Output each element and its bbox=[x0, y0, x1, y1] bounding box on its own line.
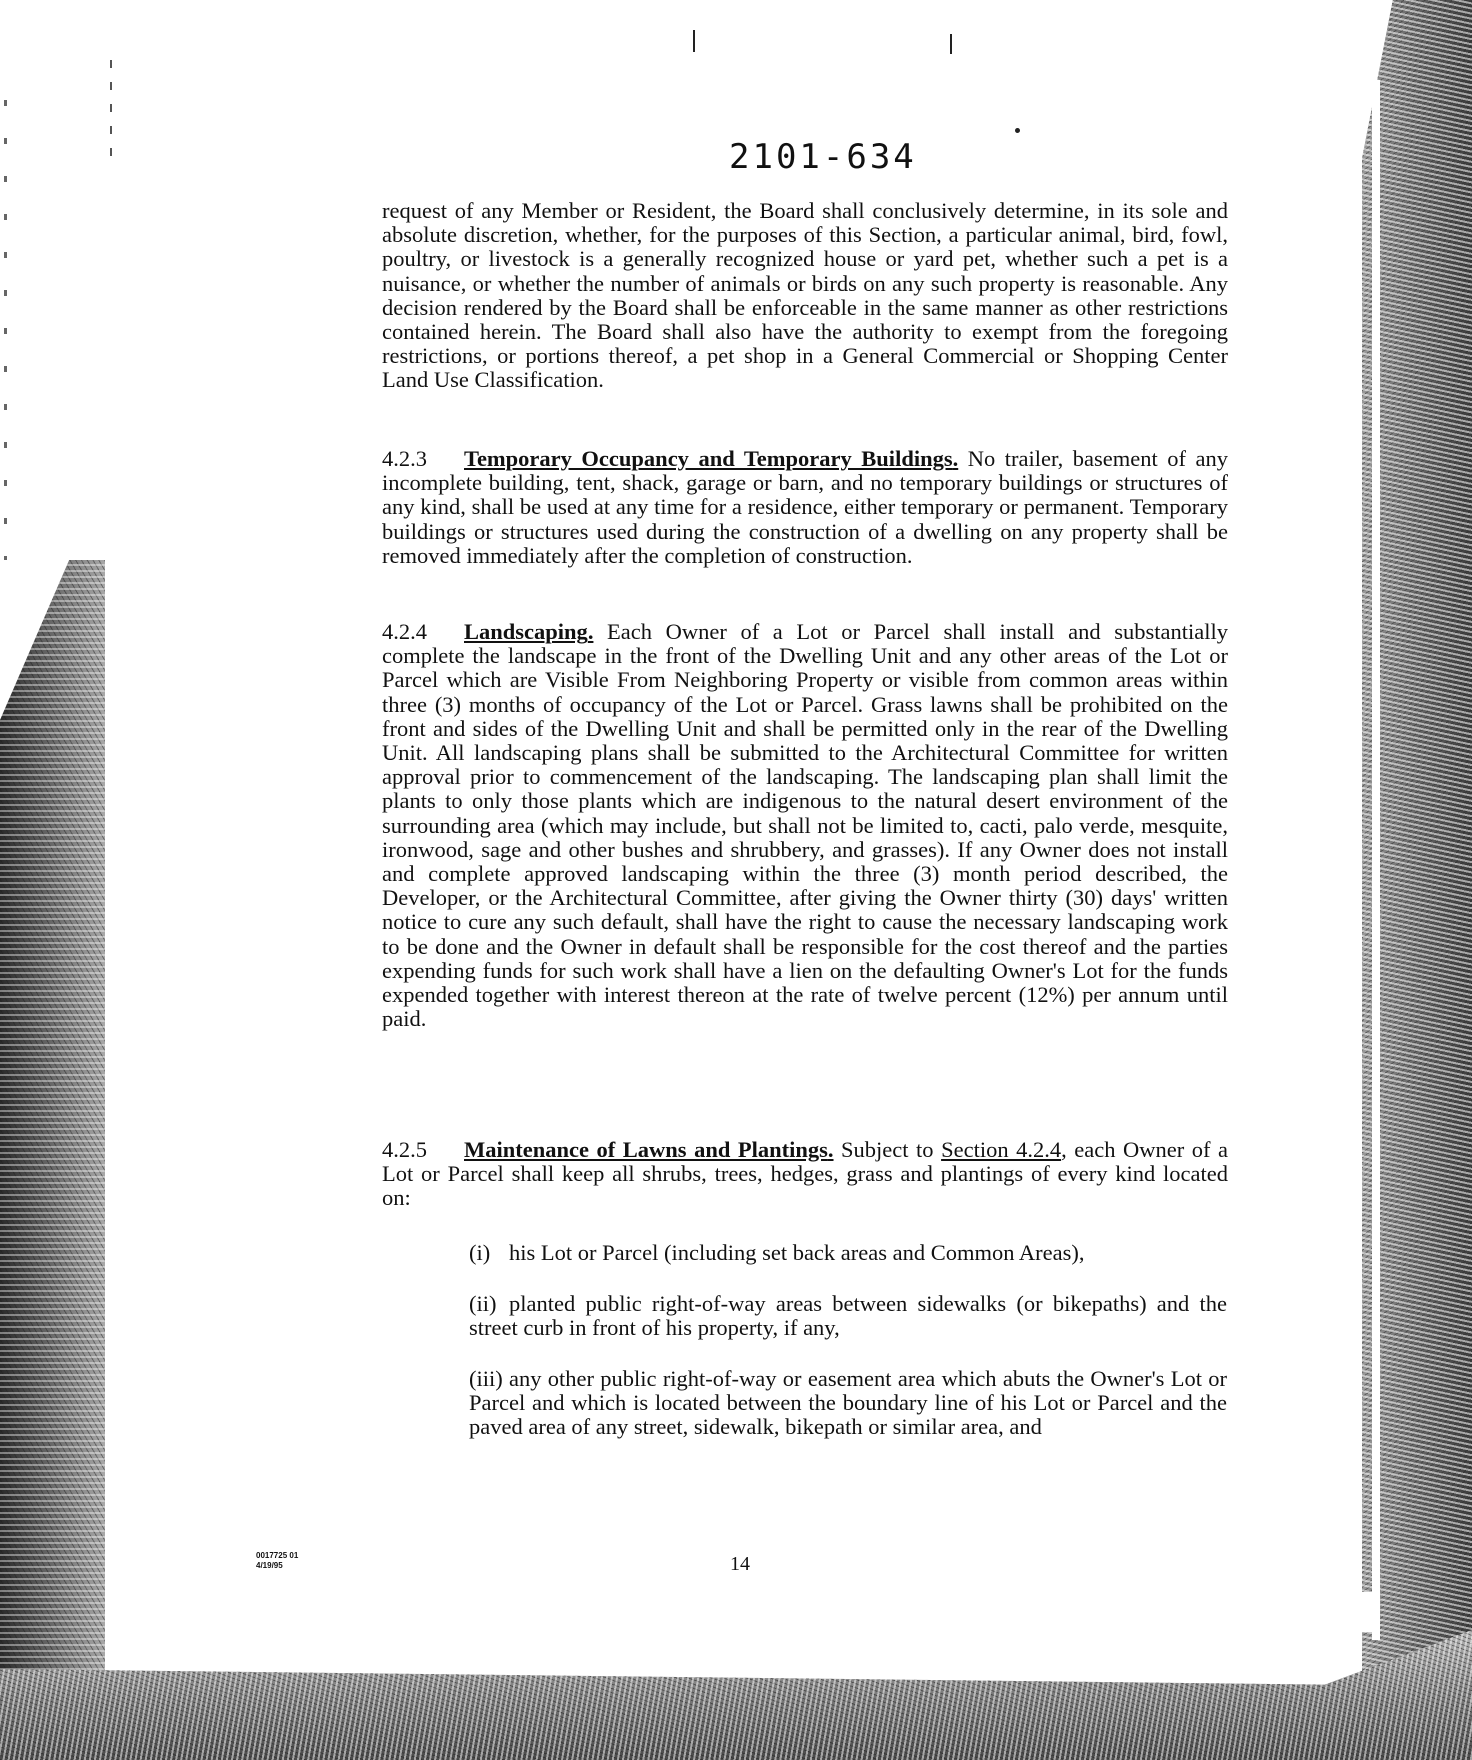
list-marker: (ii) bbox=[469, 1291, 497, 1316]
paragraph-text: request of any Member or Resident, the Board shall conclusively determine, in its sole and absolute discretion, whether, for the purposes of this Section, a particular animal, bird, fowl, poultry, or livestock is a generally recognized house or yard pet, whether such a pet is a nuisance, or whether the number of animals or birds on any such property is reasonable. Any decision rendered by the Board shall be enforceable in the same manner as other restrictions contained herein. The Board shall also have the authority to exempt from the foregoing restrictions, or portions thereof, a pet shop in a General Commercial or Shopping Center Land Use Classification. bbox=[382, 198, 1228, 393]
section-body: No trailer, basement of any incomplete building, tent, shack, garage or barn, and no temporary buildings or structures of any kind, shall be used at any time for a residence, either temporary or permanent. Temporary buildings or structures used during the construction of a dwelling on any property shall be removed immediately after the completion of construction. bbox=[382, 446, 1228, 568]
list-marker: (iii) bbox=[469, 1366, 503, 1391]
section-heading: Landscaping bbox=[464, 619, 588, 644]
section-heading-punct: . bbox=[587, 619, 594, 644]
list-item-text: his Lot or Parcel (including set back areas and Common Areas), bbox=[509, 1240, 1085, 1265]
section-body: , each Owner of a Lot or Parcel shall keep all shrubs, trees, hedges, grass and plantings of every kind located on: bbox=[382, 1137, 1228, 1211]
scan-speck bbox=[950, 34, 952, 54]
scan-shadow-bottom bbox=[0, 1630, 1472, 1760]
paragraph-continued bbox=[382, 199, 1228, 393]
section-number: 4.2.4 bbox=[382, 619, 427, 644]
list-item-text: planted public right-of-way areas between sidewalks (or bikepaths) and the street curb in front of his property, if any, bbox=[469, 1291, 1227, 1341]
section-heading-punct: . bbox=[827, 1137, 834, 1162]
section-heading: Temporary Occupancy and Temporary Buildings bbox=[464, 446, 953, 471]
section-body: Subject to bbox=[833, 1137, 942, 1162]
section-number: 4.2.5 bbox=[382, 1137, 427, 1162]
scan-shadow-left bbox=[0, 560, 105, 1760]
list-item-text: any other public right-of-way or easement area which abuts the Owner's Lot or Parcel and which is located between the boundary line of his Lot or Parcel and the paved area of any street, sidewalk, bikepath or similar area, and bbox=[469, 1366, 1227, 1440]
footer-document-code bbox=[256, 1551, 298, 1571]
section-4-2-5 bbox=[382, 1138, 1228, 1211]
section-4-2-4 bbox=[382, 620, 1228, 1031]
scan-page-edge-right bbox=[1372, 80, 1380, 1640]
section-4-2-3 bbox=[382, 447, 1228, 568]
section-heading-punct: . bbox=[952, 446, 959, 471]
list-item bbox=[469, 1292, 1227, 1340]
scan-margin-marks bbox=[4, 100, 7, 560]
footer-date-line: 4/19/95 bbox=[256, 1561, 283, 1570]
list-item bbox=[469, 1367, 1227, 1440]
section-reference: Section 4.2.4 bbox=[941, 1137, 1062, 1162]
scan-margin-marks bbox=[110, 60, 112, 160]
list-item bbox=[469, 1241, 1227, 1265]
section-heading: Maintenance of Lawns and Plantings bbox=[464, 1137, 828, 1162]
section-number: 4.2.3 bbox=[382, 446, 427, 471]
page-number: 14 bbox=[730, 1553, 750, 1575]
scan-speck bbox=[693, 30, 695, 52]
scan-page-edge-bottom bbox=[110, 1592, 1372, 1632]
scan-speck bbox=[1015, 128, 1020, 133]
footer-code-line: 0017725 01 bbox=[256, 1551, 299, 1560]
list-marker: (i) bbox=[469, 1240, 491, 1265]
section-body: Each Owner of a Lot or Parcel shall install and substantially complete the landscape in the front of the Dwelling Unit and any other areas of the Lot or Parcel which are Visible From Neighboring Property or visible from common areas within three (3) months of occupancy of the Lot or Parcel. Grass lawns shall be prohibited on the front and sides of the Dwelling Unit and shall be permitted only in the rear of the Dwelling Unit. All landscaping plans shall be submitted to the Architectural Committee for written approval prior to commencement of the landscaping. The landscaping plan shall limit the plants to only those plants which are indigenous to the natural desert environment of the surrounding area (which may include, but shall not be limited to, cacti, palo verde, mesquite, ironwood, sage and other bushes and shrubbery, and grasses). If any Owner does not install and complete approved landscaping within the three (3) month period described, the Developer, or the Architectural Committee, after giving the Owner thirty (30) days' written notice to cure any such default, shall have the right to cause the necessary landscaping work to be done and the Owner in default shall be responsible for the cost thereof and the parties expending funds for such work shall have a lien on the defaulting Owner's Lot for the funds expended together with interest thereon at the rate of twelve percent (12%) per annum until paid. bbox=[382, 619, 1228, 1032]
recording-number: 2101-634 bbox=[729, 137, 917, 177]
